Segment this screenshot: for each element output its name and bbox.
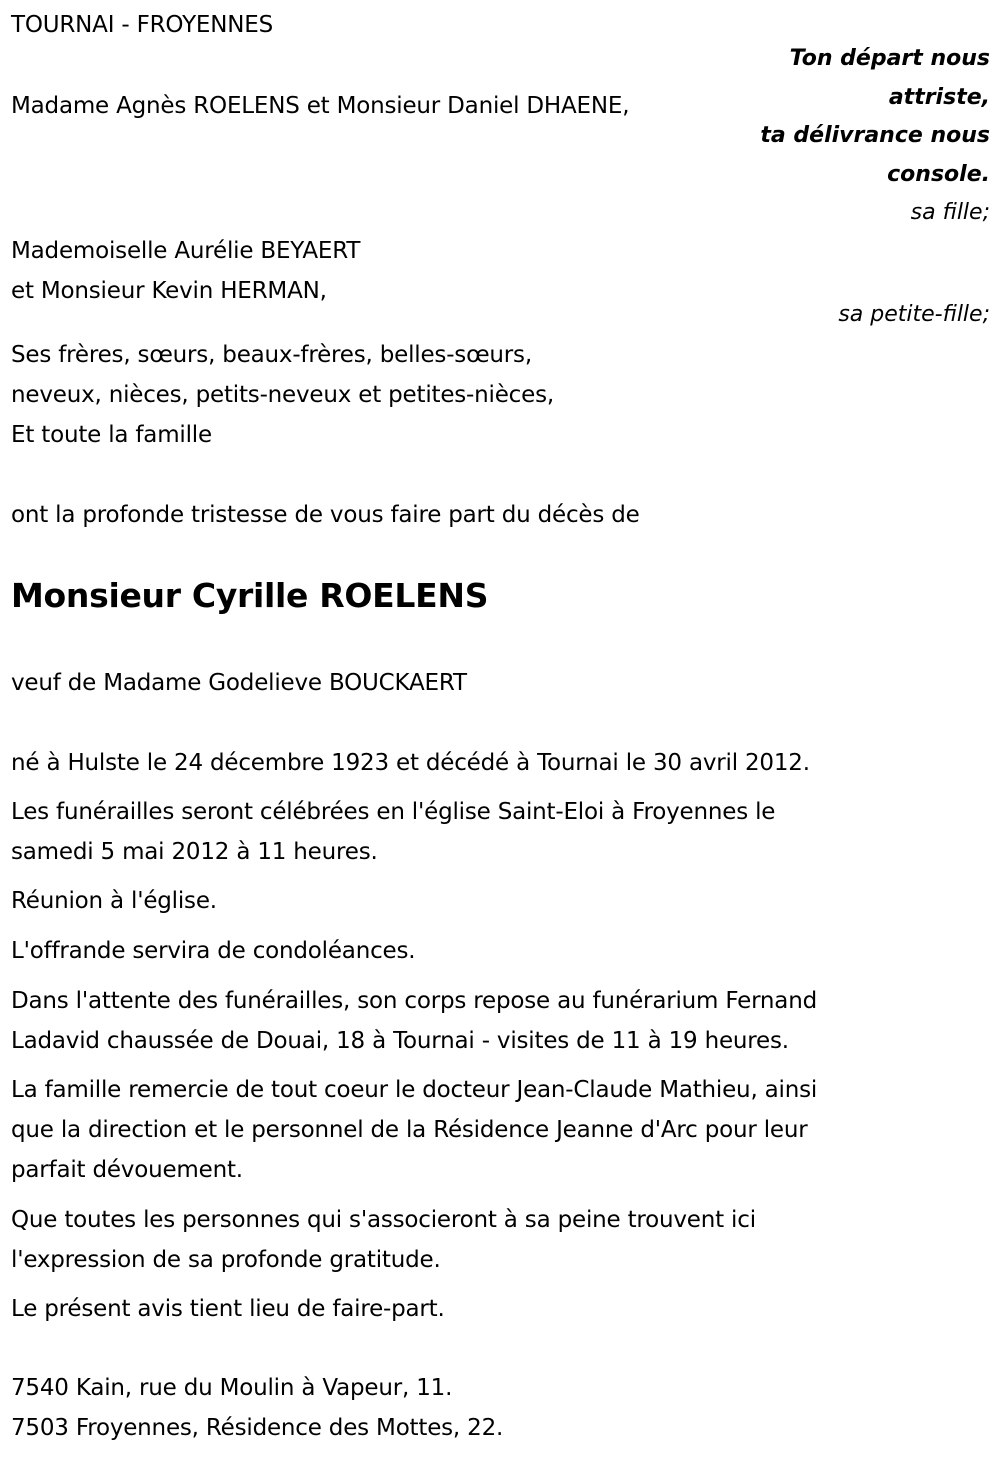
- thanks-line-2: que la direction et le personnel de la Résidence Jeanne d'Arc pour leur: [11, 1117, 808, 1143]
- widower-of: veuf de Madame Godelieve BOUCKAERT: [11, 670, 467, 696]
- gratitude-line-2: l'expression de sa profonde gratitude.: [11, 1247, 441, 1273]
- family-others-line-2: neveux, nièces, petits-neveux et petites-nièces,: [11, 382, 554, 408]
- address-line-2: 7503 Froyennes, Résidence des Mottes, 22.: [11, 1415, 504, 1441]
- address-line-1: 7540 Kain, rue du Moulin à Vapeur, 11.: [11, 1375, 453, 1401]
- daughter-relation: sa fille;: [910, 200, 990, 225]
- granddaughter-names-line-1: Mademoiselle Aurélie BEYAERT: [11, 238, 361, 264]
- offering-text: L'offrande servira de condoléances.: [11, 938, 416, 964]
- funeral-line-1: Les funérailles seront célébrées en l'église Saint-Eloi à Froyennes le: [11, 799, 776, 825]
- quote-line-2: attriste,: [888, 85, 990, 110]
- location-header: TOURNAI - FROYENNES: [11, 12, 273, 38]
- granddaughter-names-line-2: et Monsieur Kevin HERMAN,: [11, 278, 327, 304]
- daughter-names: Madame Agnès ROELENS et Monsieur Daniel DHAENE,: [11, 93, 630, 119]
- thanks-line-3: parfait dévouement.: [11, 1157, 243, 1183]
- meeting-text: Réunion à l'église.: [11, 888, 217, 914]
- funeral-line-2: samedi 5 mai 2012 à 11 heures.: [11, 839, 378, 865]
- family-others-line-1: Ses frères, sœurs, beaux-frères, belles-sœurs,: [11, 342, 532, 368]
- granddaughter-relation: sa petite-fille;: [838, 302, 990, 327]
- thanks-line-1: La famille remercie de tout coeur le docteur Jean-Claude Mathieu, ainsi: [11, 1077, 818, 1103]
- funerarium-line-1: Dans l'attente des funérailles, son corps repose au funérarium Fernand: [11, 988, 817, 1014]
- family-others-line-3: Et toute la famille: [11, 422, 212, 448]
- quote-line-4: console.: [887, 162, 990, 187]
- birth-death-text: né à Hulste le 24 décembre 1923 et décédé à Tournai le 30 avril 2012.: [11, 750, 810, 776]
- quote-line-1: Ton départ nous: [789, 46, 990, 71]
- announcement-text: ont la profonde tristesse de vous faire part du décès de: [11, 502, 640, 528]
- quote-line-3: ta délivrance nous: [760, 123, 990, 148]
- notice-text: Le présent avis tient lieu de faire-part.: [11, 1296, 445, 1322]
- funerarium-line-2: Ladavid chaussée de Douai, 18 à Tournai - visites de 11 à 19 heures.: [11, 1028, 789, 1054]
- deceased-name: Monsieur Cyrille ROELENS: [11, 576, 489, 615]
- gratitude-line-1: Que toutes les personnes qui s'associeront à sa peine trouvent ici: [11, 1207, 756, 1233]
